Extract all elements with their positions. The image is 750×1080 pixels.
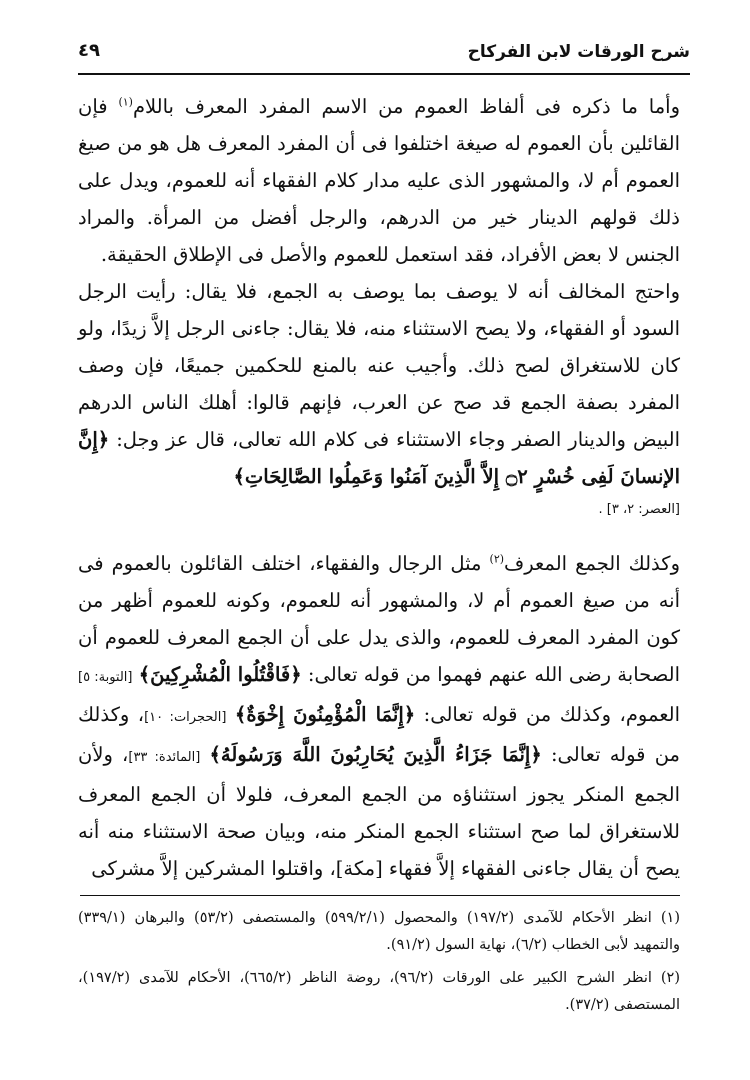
verse-citation-tawbah: [التوبة: ٥]	[78, 670, 133, 685]
paragraph-3-text-a: وكذلك الجمع المعرف	[504, 552, 680, 575]
paragraph-3-text-c: العموم، وكذلك من قوله تعالى:	[415, 703, 681, 726]
citation-end-mark: .	[598, 502, 603, 517]
quran-verse-tawbah: ﴿فَاقْتُلُوا الْمُشْرِكِينَ﴾	[138, 663, 302, 686]
page-body	[78, 88, 680, 887]
paragraph-3-text-e: ، ولأن الجمع المنكر يجوز استثناؤه من الجمع المعرف، فلولا أن الجمع المعرف للاستغراق لما صح استثناء الجمع المنكر منه، وبيان صحة الاستثناء منه أنه يصح أن يقال جاءنى الفقهاء إلاَّ فقهاء [مكة]، واقتلوا المشركين إلاَّ مشركى	[78, 743, 680, 880]
page-header	[78, 36, 690, 70]
verse-citation-hujurat: [الحجرات: ١٠]	[144, 710, 227, 725]
verse-citation-maidah: [المائدة: ٣٣]	[128, 750, 201, 765]
quran-verse-hujurat: ﴿إِنَّمَا الْمُؤْمِنُونَ إِخْوَةٌ﴾	[234, 703, 416, 726]
paragraph-3-text-b: مثل الرجال والفقهاء، اختلف القائلون بالعموم فى أنه من صيغ العموم أم لا، والمشهور أنه للعموم، وكونه للعموم أظهر من كون المفرد المعرف للعموم، والذى يدل على أن الجمع المعرف للعموم أن الصحابة رضى الله عنهم فهموا من قوله تعالى:	[78, 552, 680, 686]
header-rule	[78, 73, 690, 75]
footnote-ref-2: (٢)	[489, 552, 505, 566]
paragraph-1-text-a: وأما ما ذكره فى ألفاظ العموم من الاسم المفرد المعرف باللام	[132, 95, 680, 118]
running-title: شرح الورقات لابن الفركاح	[467, 42, 690, 62]
quran-verse-asr: ﴿إِنَّ الإنسانَ لَفِى خُسْرٍ ۝٢ إِلاَّ الَّذِينَ آمَنُوا وَعَمِلُوا الصَّالِحَاتِ﴾	[78, 428, 680, 488]
footnote-2: (٢) انظر الشرح الكبير على الورقات (٩٦/٢)، روضة الناظر (٦٦٥/٢)، الأحكام للآمدى (١٩٧/٢)، المستصفى (٣٧/٢).	[78, 970, 680, 1013]
verse-citation-line	[78, 495, 680, 525]
page-number: ٤٩	[78, 40, 100, 61]
paragraph-1-text-b: فإن القائلين بأن العموم له صيغة اختلفوا فى أن المفرد المعرف هل هو من صيغ العموم أم لا، والمشهور الذى عليه مدار كلام الفقهاء أنه للعموم، ويدل على ذلك قولهم الدينار خير من الدرهم، والرجل أفضل من المرأة. والمراد الجنس لا بعض الأفراد، فقد استعمل للعموم والأصل فى الإطلاق الحقيقة.	[78, 95, 680, 266]
footnote-1: (١) انظر الأحكام للآمدى (١٩٧/٢) والمحصول (٥٩٩/٢/١) والمستصفى (٥٣/٢) والبرهان (٣٣٩/١) والتمهيد لأبى الخطاب (٦/٢)، نهاية السول (٩١/٢).	[78, 910, 681, 953]
paragraph-2	[78, 273, 680, 495]
paragraph-3	[78, 545, 680, 887]
paragraph-2-text: واحتج المخالف أنه لا يوصف بما يوصف به الجمع، فلا يقال: رأيت الرجل السود أو الفقهاء، ولا يصح الاستثناء منه، فلا يقال: جاءنى الرجل إلاَّ زيدًا، ولو كان للاستغراق لصح ذلك. وأجيب عنه بالمنع للحكمين جميعًا، فإن وصف المفرد بصفة الجمع قد صح عن العرب، فإنهم قالوا: أهلك الناس الدرهم البيض والدينار الصفر وجاء الاستثناء فى كلام الله تعالى، قال عز وجل:	[78, 280, 680, 451]
paragraph-3-text-d: ، وكذلك من قوله تعالى:	[78, 703, 680, 766]
verse-citation-asr: [العصر: ٢، ٣]	[606, 502, 680, 517]
footnotes	[78, 905, 680, 1025]
footnote-rule	[80, 895, 680, 896]
footnote-ref-1: (١)	[118, 95, 133, 109]
quran-verse-maidah: ﴿إِنَّمَا جَزَاءُ الَّذِينَ يُحَارِبُونَ اللَّهَ وَرَسُولَهُ﴾	[209, 743, 542, 766]
paragraph-1	[78, 88, 680, 273]
